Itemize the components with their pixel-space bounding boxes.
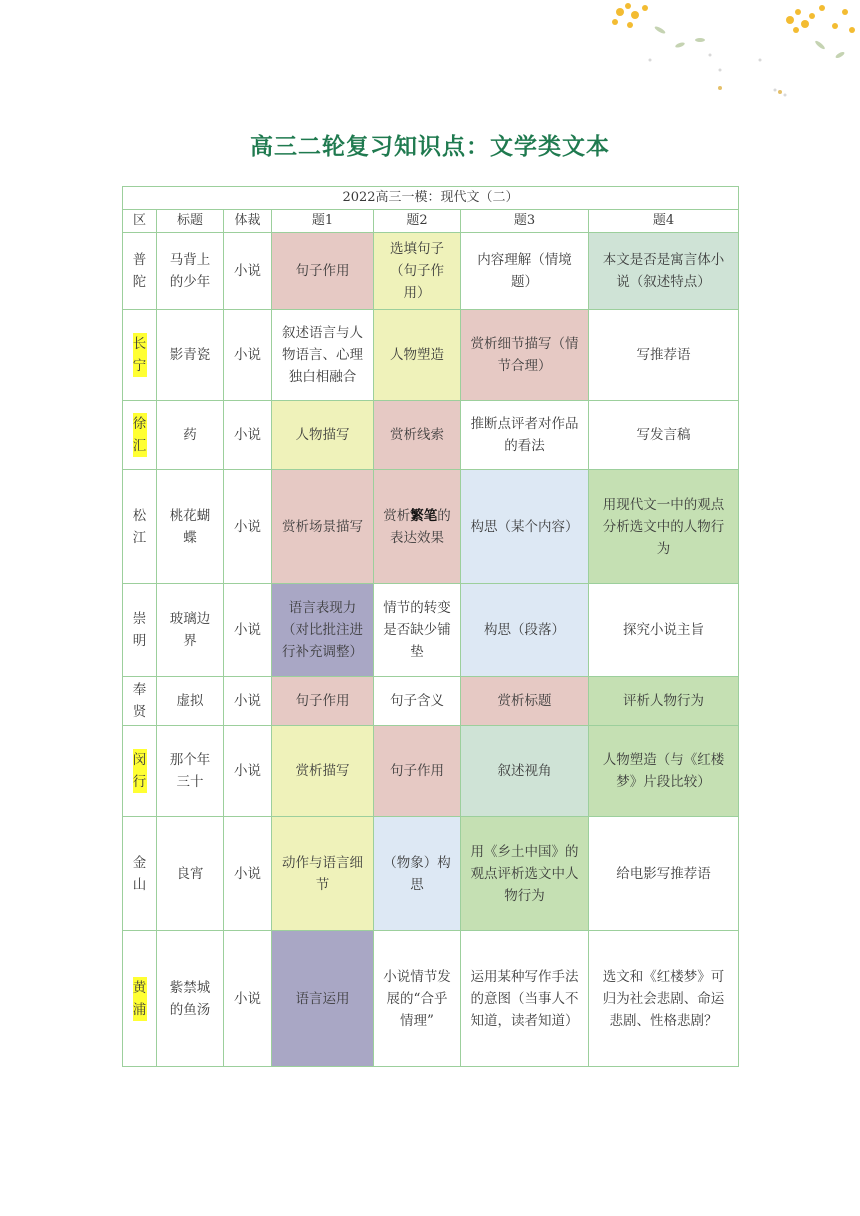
q3-cell: 内容理解（情境题）: [461, 233, 589, 310]
district-name: 崇明: [132, 611, 147, 649]
district-cell: [123, 401, 157, 470]
district-cell: [123, 584, 157, 677]
q4-cell: 探究小说主旨: [589, 584, 739, 677]
q2-cell: 句子作用: [374, 726, 461, 817]
column-header-q1: 题1: [272, 210, 374, 233]
title-cell: 那个年三十: [157, 726, 224, 817]
q4-cell: 本文是否是寓言体小说（叙述特点）: [589, 233, 739, 310]
column-header-title: 标题: [157, 210, 224, 233]
district-cell: [123, 470, 157, 584]
genre-cell: 小说: [224, 726, 272, 817]
district-name: 黄浦: [133, 977, 147, 1021]
q4-cell: 给电影写推荐语: [589, 817, 739, 931]
district-cell: [123, 677, 157, 726]
title-cell: 紫禁城的鱼汤: [157, 931, 224, 1067]
table-row: [123, 726, 739, 817]
q3-cell: 赏析标题: [461, 677, 589, 726]
q3-cell: 叙述视角: [461, 726, 589, 817]
title-cell: 影青瓷: [157, 310, 224, 401]
district-name: 普陀: [132, 252, 147, 290]
column-header-district: 区: [123, 210, 157, 233]
q1-cell: 赏析场景描写: [272, 470, 374, 584]
q4-cell: 选文和《红楼梦》可归为社会悲剧、命运悲剧、性格悲剧？: [589, 931, 739, 1067]
table-row: [123, 233, 739, 310]
q1-cell: 叙述语言与人物语言、心理独白相融合: [272, 310, 374, 401]
q2-cell: 小说情节发展的“合乎情理”: [374, 931, 461, 1067]
district-cell: [123, 310, 157, 401]
column-header-q2: 题2: [374, 210, 461, 233]
page-title: 高三二轮复习知识点：文学类文本: [250, 134, 610, 160]
q2-text-pre: 赏析: [383, 507, 411, 524]
column-header-q3: 题3: [461, 210, 589, 233]
q2-cell: （物象）构思: [374, 817, 461, 931]
q4-cell: 人物塑造（与《红楼梦》片段比较）: [589, 726, 739, 817]
table-row: [123, 677, 739, 726]
district-name: 松江: [132, 507, 147, 546]
genre-cell: 小说: [224, 584, 272, 677]
q2-cell: 赏析线索: [374, 401, 461, 470]
title-cell: 良宵: [157, 817, 224, 931]
q3-cell: 赏析细节描写（情节合理）: [461, 310, 589, 401]
district-cell: [123, 931, 157, 1067]
q1-cell: 句子作用: [272, 233, 374, 310]
q2-keyword: 繁笔: [410, 507, 438, 524]
genre-cell: 小说: [224, 677, 272, 726]
q1-cell: 语言运用: [272, 931, 374, 1067]
table-caption: 2022高三一模：现代文（二）: [123, 187, 739, 210]
district-name: 闵行: [133, 749, 147, 793]
title-cell: 虚拟: [157, 677, 224, 726]
table-row: [123, 931, 739, 1067]
q2-text-post: 的表达效果: [390, 507, 451, 546]
q1-cell: 语言表现力（对比批注进行补充调整）: [272, 584, 374, 677]
q2-cell: 句子含义: [374, 677, 461, 726]
column-header-q4: 题4: [589, 210, 739, 233]
title-cell: 玻璃边界: [157, 584, 224, 677]
table-row: [123, 310, 739, 401]
exam-topic-table: [122, 186, 739, 1067]
q1-cell: 句子作用: [272, 677, 374, 726]
genre-cell: 小说: [224, 931, 272, 1067]
district-name: 奉贤: [132, 682, 147, 720]
q3-cell: 运用某种写作手法的意图（当事人不知道，读者知道）: [461, 931, 589, 1067]
table-row: [123, 401, 739, 470]
q2-cell: 选填句子（句子作用）: [374, 233, 461, 310]
q3-cell: 推断点评者对作品的看法: [461, 401, 589, 470]
q2-cell: 人物塑造: [374, 310, 461, 401]
q1-cell: 赏析描写: [272, 726, 374, 817]
title-cell: 桃花蝴蝶: [157, 470, 224, 584]
district-cell: [123, 817, 157, 931]
title-cell: 药: [157, 401, 224, 470]
q3-cell: 用《乡土中国》的观点评析选文中人物行为: [461, 817, 589, 931]
district-name: 徐汇: [133, 413, 147, 457]
q4-cell: 评析人物行为: [589, 677, 739, 726]
district-cell: [123, 726, 157, 817]
q4-cell: 用现代文一中的观点分析选文中的人物行为: [589, 470, 739, 584]
q4-cell: 写发言稿: [589, 401, 739, 470]
genre-cell: 小说: [224, 310, 272, 401]
genre-cell: 小说: [224, 401, 272, 470]
q1-cell: 人物描写: [272, 401, 374, 470]
district-name: 金山: [132, 854, 147, 893]
column-header-genre: 体裁: [224, 210, 272, 233]
genre-cell: 小说: [224, 817, 272, 931]
flower-decoration: [560, 0, 860, 110]
table-header-row: [123, 210, 739, 233]
title-cell: 马背上的少年: [157, 233, 224, 310]
q1-cell: 动作与语言细节: [272, 817, 374, 931]
genre-cell: 小说: [224, 470, 272, 584]
q2-cell: 情节的转变是否缺少铺垫: [374, 584, 461, 677]
q4-cell: 写推荐语: [589, 310, 739, 401]
genre-cell: 小说: [224, 233, 272, 310]
q2-cell: [374, 470, 461, 584]
table-row: [123, 470, 739, 584]
district-name: 长宁: [133, 333, 147, 377]
district-cell: [123, 233, 157, 310]
table-row: [123, 584, 739, 677]
q3-cell: 构思（段落）: [461, 584, 589, 677]
table-row: [123, 817, 739, 931]
q3-cell: 构思（某个内容）: [461, 470, 589, 584]
